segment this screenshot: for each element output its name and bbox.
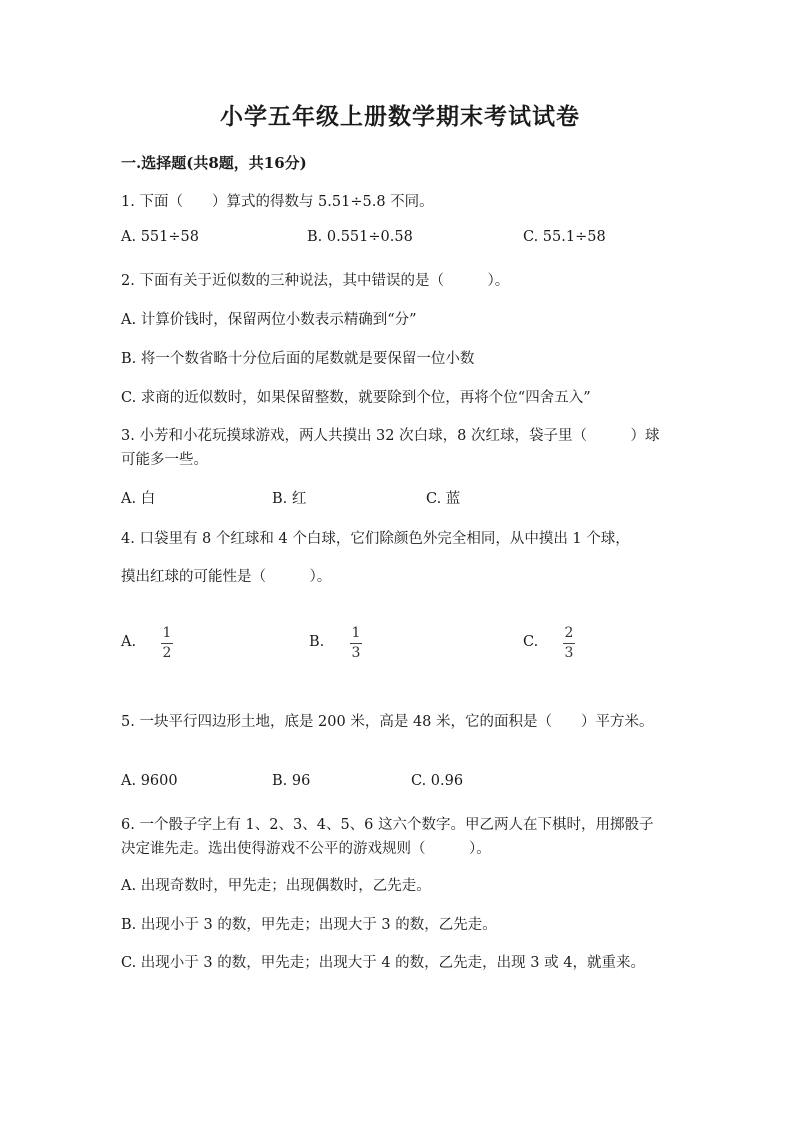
fraction-bar bbox=[563, 643, 575, 644]
question-6-option-c: C. 出现小于 3 的数，甲先走；出现大于 4 的数，乙先走，出现 3 或 4，就重来。 bbox=[121, 955, 645, 971]
question-4-option-c-label: C. bbox=[523, 634, 539, 650]
question-4-option-c-fraction bbox=[563, 625, 575, 662]
question-6-option-b: B. 出现小于 3 的数，甲先走；出现大于 3 的数，乙先走。 bbox=[121, 917, 497, 933]
section-heading: 一.选择题(共8题，共16分) bbox=[121, 154, 307, 172]
question-4-option-b-label: B. bbox=[309, 634, 325, 650]
fraction-bar bbox=[161, 643, 173, 644]
fraction-numerator: 1 bbox=[162, 625, 172, 641]
question-4-stem-line-2: 摸出红球的可能性是（ ）。 bbox=[121, 569, 332, 585]
question-4-option-a-fraction bbox=[161, 625, 173, 662]
question-3-option-a: A. 白 bbox=[121, 491, 156, 507]
question-2-option-c: C. 求商的近似数时，如果保留整数，就要除到个位，再将个位“四舍五入” bbox=[121, 390, 591, 406]
fraction-bar bbox=[350, 643, 362, 644]
question-4-stem-line-1: 4. 口袋里有 8 个红球和 4 个白球，它们除颜色外完全相同，从中摸出 1 个球， bbox=[121, 531, 630, 547]
question-5-option-b: B. 96 bbox=[272, 773, 311, 789]
question-3-stem: 3. 小芳和小花玩摸球游戏，两人共摸出 32 次白球，8 次红球，袋子里（ ）球可能多一些。 bbox=[121, 428, 660, 468]
question-2-option-b: B. 将一个数省略十分位后面的尾数就是要保留一位小数 bbox=[121, 351, 475, 367]
question-1-stem: 1. 下面（ ）算式的得数与 5.51÷5.8 不同。 bbox=[121, 194, 434, 210]
question-6-option-a: A. 出现奇数时，甲先走；出现偶数时，乙先走。 bbox=[121, 878, 431, 894]
question-5-stem: 5. 一块平行四边形土地，底是 200 米，高是 48 米，它的面积是（ ）平方米。 bbox=[121, 714, 654, 730]
page-title: 小学五年级上册数学期末考试试卷 bbox=[220, 103, 580, 130]
fraction-numerator: 2 bbox=[564, 625, 574, 641]
question-4-option-a-label: A. bbox=[121, 634, 137, 650]
question-1-option-a: A. 551÷58 bbox=[121, 229, 199, 245]
fraction-denominator: 2 bbox=[162, 645, 172, 661]
question-1-option-c: C. 55.1÷58 bbox=[523, 229, 606, 245]
question-6-stem: 6. 一个骰子字上有 1、2、3、4、5、6 这六个数字。甲乙两人在下棋时，用掷骰子决定谁先走。选出使得游戏不公平的游戏规则（ ）。 bbox=[121, 817, 654, 857]
fraction-numerator: 1 bbox=[351, 625, 361, 641]
question-4-option-b-fraction bbox=[350, 625, 362, 662]
question-3-option-b: B. 红 bbox=[272, 491, 307, 507]
question-2-stem: 2. 下面有关于近似数的三种说法，其中错误的是（ ）。 bbox=[121, 273, 510, 289]
fraction-denominator: 3 bbox=[564, 645, 574, 661]
question-1-option-b: B. 0.551÷0.58 bbox=[307, 229, 413, 245]
fraction-denominator: 3 bbox=[351, 645, 361, 661]
question-2-option-a: A. 计算价钱时，保留两位小数表示精确到“分” bbox=[121, 312, 417, 328]
question-5-option-a: A. 9600 bbox=[121, 773, 178, 789]
question-5-option-c: C. 0.96 bbox=[411, 773, 464, 789]
question-3-option-c: C. 蓝 bbox=[426, 491, 461, 507]
